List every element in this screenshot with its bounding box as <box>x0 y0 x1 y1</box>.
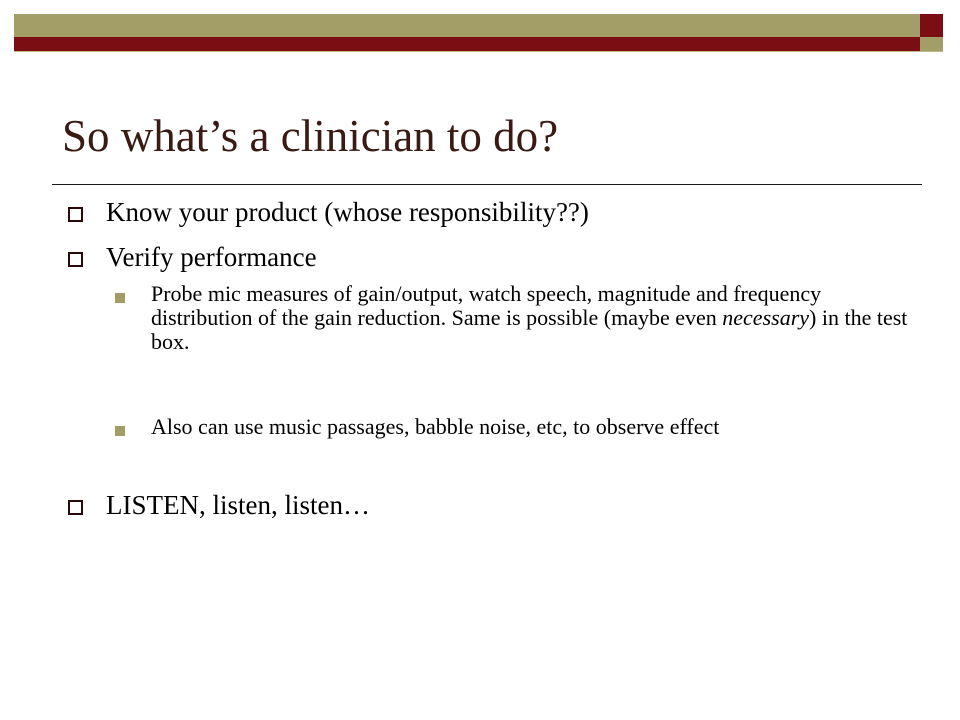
sub-bullet-music-passages <box>151 415 911 439</box>
sub-bullet-text: Also can use music passages, babble noise, etc, to observe effect <box>151 414 720 439</box>
sub-bullet-text-end: ) in the test box. <box>151 305 908 354</box>
square-sub-bullet-icon <box>115 293 125 303</box>
hollow-square-bullet-icon <box>68 207 83 222</box>
slide-title: So what’s a clinician to do? <box>62 111 559 161</box>
sub-bullet-emphasis: necessary <box>722 305 810 330</box>
title-divider <box>52 184 922 185</box>
bullet-item-listen: LISTEN, listen, listen… <box>106 490 370 520</box>
bullet-item-verify-performance: Verify performance <box>106 242 317 272</box>
hollow-square-bullet-icon <box>68 252 83 267</box>
header-band-line <box>14 51 943 52</box>
hollow-square-bullet-icon <box>68 500 83 515</box>
header-band-olive <box>14 14 920 37</box>
bullet-item-know-product: Know your product (whose responsibility??) <box>106 197 589 227</box>
header-band-maroon <box>14 37 920 51</box>
sub-bullet-probe-mic <box>151 282 911 354</box>
square-sub-bullet-icon <box>115 426 125 436</box>
header-corner-olive <box>920 37 943 51</box>
header-corner-maroon <box>920 14 943 37</box>
sub-bullet-text: Probe mic measures of gain/output, watch speech, magnitude and frequency distribution of the gain reduction. Same is possible (maybe even <box>151 281 822 330</box>
